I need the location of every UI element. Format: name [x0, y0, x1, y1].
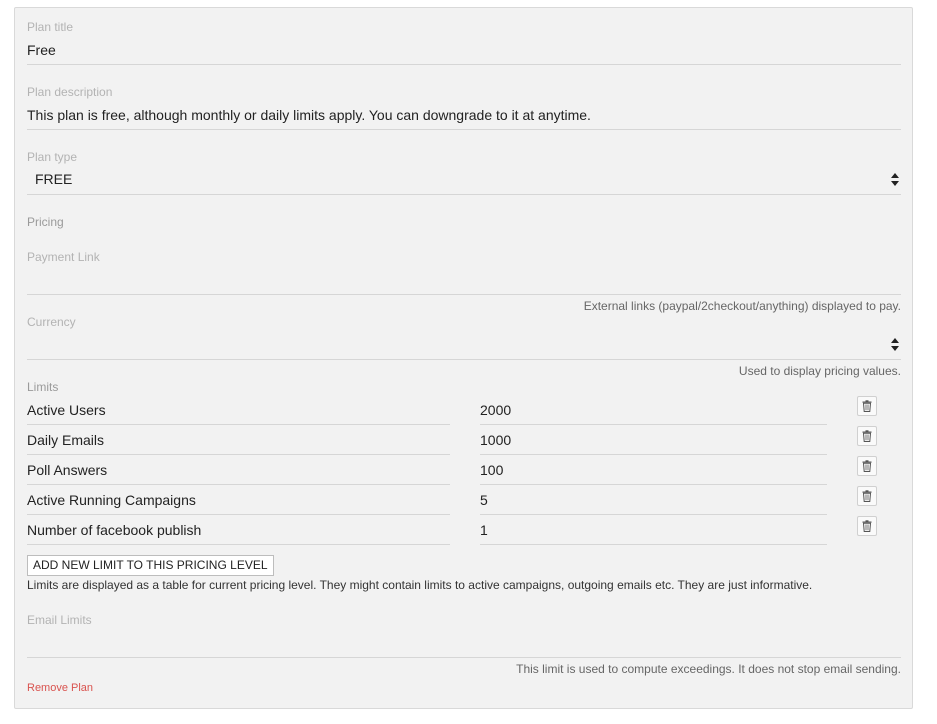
limit-name-underline [27, 544, 450, 545]
email-limits-label: Email Limits [27, 613, 92, 627]
limit-value-underline [480, 454, 827, 455]
plan-description-label: Plan description [27, 85, 113, 99]
limit-name-input[interactable]: Poll Answers [27, 462, 108, 478]
currency-help: Used to display pricing values. [738, 364, 901, 378]
currency-label: Currency [27, 315, 76, 329]
limit-name-underline [27, 454, 450, 455]
limit-value-input[interactable]: 2000 [480, 402, 512, 418]
limit-value-underline [480, 484, 827, 485]
limit-value-input[interactable]: 1 [480, 522, 488, 538]
plan-title-label: Plan title [27, 20, 74, 34]
limit-name-underline [27, 424, 450, 425]
plan-type-label: Plan type [27, 150, 78, 164]
email-limits-input[interactable] [27, 635, 901, 655]
plan-description-input[interactable]: This plan is free, although monthly or daily limits apply. You can downgrade to it at anytime. [27, 107, 591, 123]
limit-name-underline [27, 484, 450, 485]
limit-name-input[interactable]: Number of facebook publish [27, 522, 202, 538]
limit-value-underline [480, 424, 827, 425]
delete-limit-button[interactable] [857, 486, 877, 506]
plan-type-select-arrows-icon[interactable] [891, 173, 899, 187]
remove-plan-link[interactable]: Remove Plan [27, 682, 94, 694]
limit-name-input[interactable]: Active Users [27, 402, 106, 418]
plan-title-input[interactable]: Free [27, 42, 56, 58]
limit-name-input[interactable]: Active Running Campaigns [27, 492, 196, 508]
delete-limit-button[interactable] [857, 456, 877, 476]
limit-value-input[interactable]: 1000 [480, 432, 512, 448]
trash-icon [862, 520, 872, 532]
payment-link-input[interactable] [27, 272, 901, 292]
email-limits-help: This limit is used to compute exceedings. It does not stop email sending. [516, 662, 901, 676]
trash-icon [862, 460, 872, 472]
plan-type-select[interactable]: FREE [35, 171, 73, 187]
delete-limit-button[interactable] [857, 516, 877, 536]
pricing-heading: Pricing [27, 215, 64, 229]
trash-icon [862, 490, 872, 502]
limit-value-input[interactable]: 5 [480, 492, 488, 508]
currency-select-arrows-icon[interactable] [891, 338, 899, 352]
payment-link-help: External links (paypal/2checkout/anything) displayed to pay. [583, 299, 901, 313]
plan-title-underline [27, 64, 901, 65]
currency-underline [27, 359, 901, 360]
limit-name-input[interactable]: Daily Emails [27, 432, 105, 448]
trash-icon [862, 400, 872, 412]
limit-value-underline [480, 544, 827, 545]
limits-help: Limits are displayed as a table for current pricing level. They might contain limits to active campaigns, outgoing emails etc. They are just informative. [27, 578, 813, 592]
currency-select[interactable] [35, 337, 875, 357]
email-limits-underline [27, 657, 901, 658]
delete-limit-button[interactable] [857, 426, 877, 446]
plan-type-underline [27, 194, 901, 195]
limit-name-underline [27, 514, 450, 515]
plan-description-underline [27, 129, 901, 130]
limits-heading: Limits [27, 380, 59, 394]
add-limit-button[interactable]: ADD NEW LIMIT TO THIS PRICING LEVEL [27, 555, 274, 576]
payment-link-label: Payment Link [27, 250, 100, 264]
trash-icon [862, 430, 872, 442]
payment-link-underline [27, 294, 901, 295]
limit-value-input[interactable]: 100 [480, 462, 504, 478]
delete-limit-button[interactable] [857, 396, 877, 416]
limit-value-underline [480, 514, 827, 515]
